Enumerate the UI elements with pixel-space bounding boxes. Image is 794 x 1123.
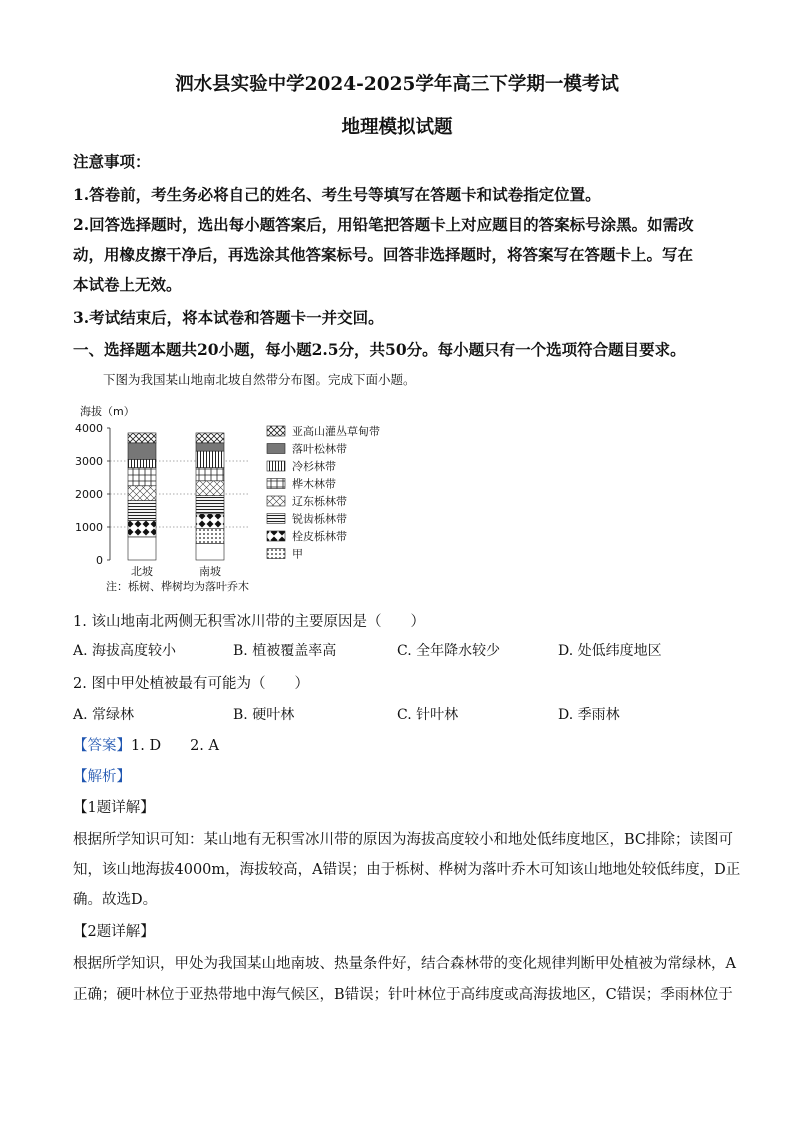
- y-tick-label: 3000: [75, 455, 103, 468]
- legend-swatch: [267, 479, 285, 489]
- band-south: [196, 529, 224, 544]
- legend-label: 桦木林带: [292, 477, 336, 491]
- notice-item-2-line2: 动，用橡皮擦干净后，再选涂其他答案标号。回答非选择题时，将答案写在答题卡上。写在: [73, 245, 694, 264]
- detail-1-line1: 根据所学知识可知：某山地有无积雪冰川带的原因为海拔高度较小和地处低纬度地区，BC排除；读图可: [73, 832, 734, 848]
- legend-swatch: [267, 426, 285, 436]
- band-north: [128, 443, 156, 460]
- detail-1-label: 【1题详解】: [73, 800, 155, 816]
- exam-title: 泗水县实验中学2024-2025学年高三下学期一模考试: [175, 74, 619, 95]
- answer-line: [73, 734, 219, 755]
- band-south: [196, 443, 224, 451]
- legend-label: 冷杉林带: [292, 460, 336, 473]
- detail-2-line2: 正确；硬叶林位于亚热带地中海气候区，B错误；针叶林位于高纬度或高海拔地区，C错误；季雨林位于: [73, 987, 733, 1003]
- band-north: [128, 468, 156, 486]
- y-axis-label: 海拔（m）: [80, 405, 135, 418]
- legend-swatch: [267, 549, 285, 559]
- legend-swatch: [267, 514, 285, 524]
- y-tick-label: 4000: [75, 422, 103, 435]
- band-north: [128, 501, 156, 521]
- question-1-option-c[interactable]: C. 全年降水较少: [397, 643, 501, 659]
- legend-swatch: [267, 531, 285, 541]
- question-1-option-b[interactable]: B. 植被覆盖率高: [233, 643, 337, 659]
- exam-subtitle: 地理模拟试题: [341, 117, 453, 138]
- question-2-option-c[interactable]: C. 针叶林: [397, 707, 459, 723]
- section-heading: 一、选择题本题共20小题，每小题2.5分，共50分。每小题只有一个选项符合题目要求。: [73, 340, 686, 359]
- notice-item-3: 3.考试结束后，将本试卷和答题卡一并交回。: [73, 308, 384, 327]
- x-category-label: 南坡: [199, 565, 221, 578]
- band-south: [196, 481, 224, 496]
- chart-note: 注：栎树、桦树均为落叶乔木: [106, 580, 249, 593]
- question-2-option-d[interactable]: D. 季雨林: [558, 707, 620, 723]
- detail-2-label: 【2题详解】: [73, 924, 155, 940]
- band-south: [196, 433, 224, 443]
- legend-swatch: [267, 496, 285, 506]
- legend-label: 甲: [292, 547, 303, 561]
- detail-1-line2: 知，该山地海拔4000m，海拔较高，A错误；由于栎树、桦树为落叶乔木可知该山地地处较低纬度，D正: [73, 862, 741, 878]
- legend-label: 落叶松林带: [292, 442, 347, 456]
- band-north: [128, 486, 156, 501]
- notice-item-2-line3: 本试卷上无效。: [73, 275, 182, 294]
- question-2-option-b[interactable]: B. 硬叶林: [233, 707, 295, 723]
- band-north: [128, 537, 156, 560]
- analysis-label: 【解析】: [73, 769, 131, 785]
- question-intro: 下图为我国某山地南北坡自然带分布图。完成下面小题。: [103, 372, 416, 387]
- elevation-zone-chart: [70, 400, 410, 600]
- notice-item-2-line1: 2.回答选择题时，选出每小题答案后，用铅笔把答题卡上对应题目的答案标号涂黑。如需改: [73, 215, 694, 234]
- band-north: [128, 433, 156, 443]
- legend-label: 亚高山灌丛草甸带: [292, 425, 380, 438]
- question-2-option-a[interactable]: A. 常绿林: [73, 707, 135, 723]
- answer-value: 1. D 2. A: [131, 738, 219, 754]
- legend-label: 栓皮栎林带: [292, 530, 347, 543]
- notice-heading: 注意事项：: [73, 152, 151, 171]
- band-south: [196, 544, 224, 561]
- question-2-stem: 2. 图中甲处植被最有可能为（ ）: [73, 676, 309, 692]
- legend-swatch: [267, 461, 285, 471]
- legend-swatch: [267, 444, 285, 454]
- question-1-option-a[interactable]: A. 海拔高度较小: [73, 643, 177, 659]
- x-category-label: 北坡: [131, 565, 153, 578]
- question-1-option-d[interactable]: D. 处低纬度地区: [558, 643, 662, 659]
- question-1-stem: 1. 该山地南北两侧无积雪冰川带的主要原因是（ ）: [73, 614, 425, 630]
- y-tick-label: 1000: [75, 521, 103, 534]
- answer-label: 【答案】: [73, 738, 131, 754]
- band-south: [196, 468, 224, 481]
- legend-label: 锐齿栎林带: [292, 512, 347, 526]
- band-north: [128, 459, 156, 467]
- detail-1-line3: 确。故选D。: [73, 892, 158, 908]
- legend-label: 辽东栎林带: [292, 495, 347, 508]
- notice-item-1: 1.答卷前，考生务必将自己的姓名、考生号等填写在答题卡和试卷指定位置。: [73, 185, 601, 204]
- band-south: [196, 451, 224, 468]
- band-south: [196, 496, 224, 514]
- detail-2-line1: 根据所学知识，甲处为我国某山地南坡、热量条件好，结合森林带的变化规律判断甲处植被为常绿林，A: [73, 956, 736, 972]
- band-south: [196, 514, 224, 529]
- y-tick-label: 2000: [75, 488, 103, 501]
- band-north: [128, 520, 156, 537]
- y-tick-label: 0: [96, 554, 103, 567]
